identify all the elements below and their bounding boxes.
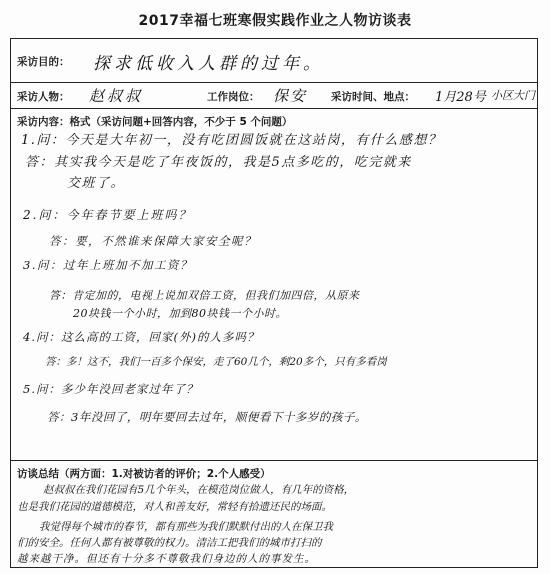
qa-line: 2.问：今年春节要上班吗？	[23, 208, 193, 222]
purpose-row	[11, 39, 537, 83]
qa-line: 20块钱一个小时，加到80块钱一个小时。	[73, 307, 287, 320]
job-value: 保安	[273, 87, 308, 105]
summary-line: 我觉得每个城市的春节，都有那些为我们默默付出的人在保卫我	[39, 521, 333, 533]
purpose-value: 探求低收入人群的过年。	[93, 54, 324, 74]
content-row	[11, 109, 537, 461]
person-row	[11, 83, 537, 109]
time-place-label: 采访时间、地点：	[331, 91, 415, 103]
qa-line: 答：多！这不，我们一百多个保安，走了60几个，剩20多个，只有多看岗	[45, 356, 387, 368]
summary-line: 们的安全。任何人都有被尊敬的权力。清洁工把我们的城市打扫的	[17, 537, 322, 549]
qa-line: 1.问：今天是大年初一，没有吃团圆饭就在这站岗，有什么感想？	[21, 133, 443, 148]
summary-label: 访谈总结（两方面：1.对被访者的评价；2.个人感受）	[17, 468, 271, 480]
qa-line: 答：肯定加的，电视上说加双倍工资，但我们加四倍，从原来	[49, 289, 360, 302]
interview-form	[10, 38, 538, 568]
qa-line: 4.问：这么高的工资，回家(外)的人多吗？	[23, 330, 260, 344]
place-value: 小区大门	[491, 89, 535, 102]
qa-line: 3.问：过年上班加不加工资？	[23, 258, 193, 272]
person-label: 采访人物：	[17, 91, 70, 103]
summary-line: 也是我们花园的道德模范，对人和善友好，常轻有拾遗还民的场面。	[17, 501, 332, 513]
time-value: 1月28号	[435, 90, 486, 105]
qa-line: 答：要，不然谁来保障大家安全呢？	[49, 234, 257, 248]
summary-line: 赵叔叔在我们花园有5几个年头，在模范岗位做人，有几年的资格，	[43, 484, 355, 496]
qa-line: 交班了。	[67, 176, 126, 191]
job-label: 工作岗位：	[207, 91, 260, 103]
person-value: 赵叔叔	[89, 87, 144, 105]
qa-line: 答：其实我今天是吃了年夜饭的，我是5点多吃的，吃完就来	[25, 155, 412, 170]
summary-row	[11, 461, 537, 569]
qa-line: 答：3年没回了，明年要回去过年，顺便看下十多岁的孩子。	[47, 410, 367, 424]
qa-line: 5.问：多少年没回老家过年了？	[23, 382, 199, 396]
purpose-label: 采访目的：	[17, 56, 70, 68]
content-label: 采访内容：格式（采访问题+回答内容，不少于 5 个问题）	[17, 116, 293, 128]
summary-line: 越来越干净。但还有十分多不尊敬我们身边的人的事发生。	[17, 553, 316, 565]
sheet-title: 2017幸福七班寒假实践作业之人物访谈表	[138, 13, 412, 29]
